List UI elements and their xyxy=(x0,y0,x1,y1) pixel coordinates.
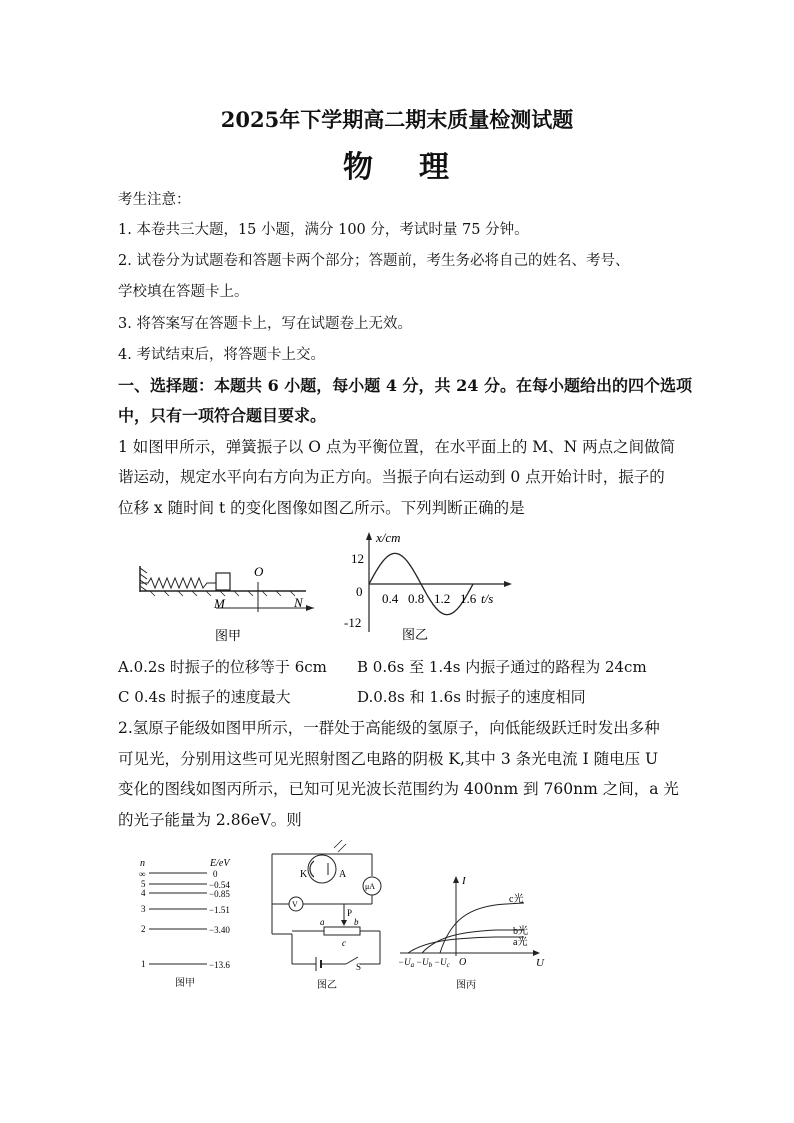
wall-hatch xyxy=(140,568,147,591)
label-neg-Ub: $-U_b$ xyxy=(416,957,433,969)
label-A: A xyxy=(339,869,347,880)
q1-option-B[interactable]: B 0.6s 至 1.4s 内振子通过的路程为 24cm xyxy=(357,658,647,676)
y-axis-label: x/cm xyxy=(376,530,401,545)
q2-text-line-2: 可见光，分别用这些可见光照射图乙电路的阴极 K,其中 3 条光电流 I 随电压 U xyxy=(118,750,659,768)
slider-arrow xyxy=(341,920,347,926)
level-e-5: −0.54 xyxy=(209,880,230,890)
label-a-light: a光 xyxy=(513,937,528,948)
notice-item-4: 4. 考试结束后，将答题卡上交。 xyxy=(118,347,325,363)
level-n-2: 2 xyxy=(141,924,146,934)
section-1-heading-cont: 中，只有一项符合题目要求。 xyxy=(118,406,327,425)
label-uA: μA xyxy=(365,882,376,891)
label-b-light: b光 xyxy=(513,926,528,937)
label-a: a xyxy=(320,917,325,927)
q1-text-line-1: 1 如图甲所示，弹簧振子以 O 点为平衡位置，在水平面上的 M、N 两点之间做简 xyxy=(118,438,676,456)
e-header: E/eV xyxy=(210,858,230,869)
q2-figure-energy-levels xyxy=(135,852,275,992)
section-1-heading: 一、选择题：本题共 6 小题，每小题 4 分，共 24 分。在每小题给出的四个选项 xyxy=(118,376,692,395)
caption-q2-fig-c: 图丙 xyxy=(456,980,476,991)
exam-title: 2025年下学期高二期末质量检测试题 xyxy=(220,107,574,132)
label-c-light: c光 xyxy=(509,894,524,905)
q1-text-line-3: 位移 x 随时间 t 的变化图像如图乙所示。下列判断正确的是 xyxy=(118,499,525,517)
label-N: N xyxy=(294,595,303,610)
notice-item-2-cont: 学校填在答题卡上。 xyxy=(118,284,249,300)
label-K: K xyxy=(300,869,308,880)
level-e-inf: 0 xyxy=(213,869,218,879)
label-neg-Ua: $-U_a$ xyxy=(398,957,415,969)
label-neg-Uc: $-U_c$ xyxy=(434,957,450,969)
x-tick-1.6: 1.6 xyxy=(460,591,477,606)
oscillator-block xyxy=(216,573,230,590)
q1-option-A[interactable]: A.0.2s 时振子的位移等于 6cm xyxy=(118,658,327,676)
y-tick-0: 0 xyxy=(356,584,363,599)
light-ray-2 xyxy=(338,844,346,852)
notice-item-1: 1. 本卷共三大题，15 小题，满分 100 分，考试时量 75 分钟。 xyxy=(118,222,529,238)
phototube xyxy=(308,855,336,883)
q1-text-line-2: 谐运动，规定水平向右方向为正方向。当振子向右运动到 0 点开始计时，振子的 xyxy=(118,468,665,486)
x-tick-1.2: 1.2 xyxy=(434,591,451,606)
label-M: M xyxy=(214,596,225,611)
x-axis-label: t/s xyxy=(481,591,494,606)
label-I: I xyxy=(462,875,466,887)
notice-heading: 考生注意： xyxy=(118,192,191,208)
q2-figure-iu-graph xyxy=(396,866,556,992)
q2-text-line-1: 2.氢原子能级如图甲所示，一群处于高能级的氢原子，向低能级跃迁时发出多种 xyxy=(118,719,660,737)
label-c: c xyxy=(342,938,346,948)
u-axis-arrowhead xyxy=(533,950,540,956)
label-O: O xyxy=(459,957,467,968)
level-n-1: 1 xyxy=(141,959,146,969)
label-O: O xyxy=(254,564,264,579)
i-axis-arrowhead xyxy=(453,876,459,883)
caption-q2-fig-b: 图乙 xyxy=(317,980,337,991)
caption-fig-a: 图甲 xyxy=(215,628,242,643)
q2-text-line-4: 的光子能量为 2.86eV。则 xyxy=(118,811,302,829)
label-V: V xyxy=(292,900,298,909)
x-tick-0.4: 0.4 xyxy=(382,591,399,606)
q1-option-C[interactable]: C 0.4s 时振子的速度最大 xyxy=(118,688,291,706)
y-tick-neg12: -12 xyxy=(344,615,362,630)
level-n-inf: ∞ xyxy=(139,869,146,879)
spring xyxy=(140,578,216,588)
q1-figure-spring-oscillator xyxy=(138,556,323,646)
curve-c-light xyxy=(440,903,524,953)
rheostat xyxy=(324,927,360,935)
level-e-1: −13.6 xyxy=(209,960,230,970)
notice-item-2: 2. 试卷分为试题卷和答题卡两个部分；答题前，考生务必将自己的姓名、考号、 xyxy=(118,253,630,269)
level-n-5: 5 xyxy=(141,879,146,889)
label-P: P xyxy=(347,908,353,918)
q1-option-D[interactable]: D.0.8s 和 1.6s 时振子的速度相同 xyxy=(357,688,586,706)
y-axis-arrowhead xyxy=(366,532,372,540)
subject-title xyxy=(0,142,794,186)
label-b: b xyxy=(354,917,359,927)
level-e-4: −0.85 xyxy=(209,889,230,899)
n-header: n xyxy=(140,858,145,869)
x-axis-arrowhead xyxy=(504,581,512,587)
caption-q2-fig-a: 图甲 xyxy=(175,978,195,989)
subject-char-1: 物 xyxy=(343,150,375,185)
level-n-4: 4 xyxy=(141,888,146,898)
light-ray-1 xyxy=(334,840,342,848)
curve-a-light xyxy=(408,937,524,953)
caption-fig-b: 图乙 xyxy=(402,627,429,642)
y-tick-12: 12 xyxy=(351,551,364,566)
axis-arrowhead xyxy=(306,605,314,611)
subject-char-2: 理 xyxy=(419,150,451,185)
q2-text-line-3: 变化的图线如图丙所示，已知可见光波长范围约为 400nm 到 760nm 之间，a 光 xyxy=(118,780,679,798)
label-S: S xyxy=(356,962,362,972)
level-e-3: −1.51 xyxy=(209,905,230,915)
label-U: U xyxy=(536,957,544,969)
level-e-2: −3.40 xyxy=(209,925,230,935)
notice-item-3: 3. 将答案写在答题卡上，写在试题卷上无效。 xyxy=(118,316,412,332)
q2-figure-circuit xyxy=(262,834,392,994)
x-tick-0.8: 0.8 xyxy=(408,591,425,606)
level-n-3: 3 xyxy=(141,904,146,914)
q1-figure-xt-graph xyxy=(338,526,518,646)
